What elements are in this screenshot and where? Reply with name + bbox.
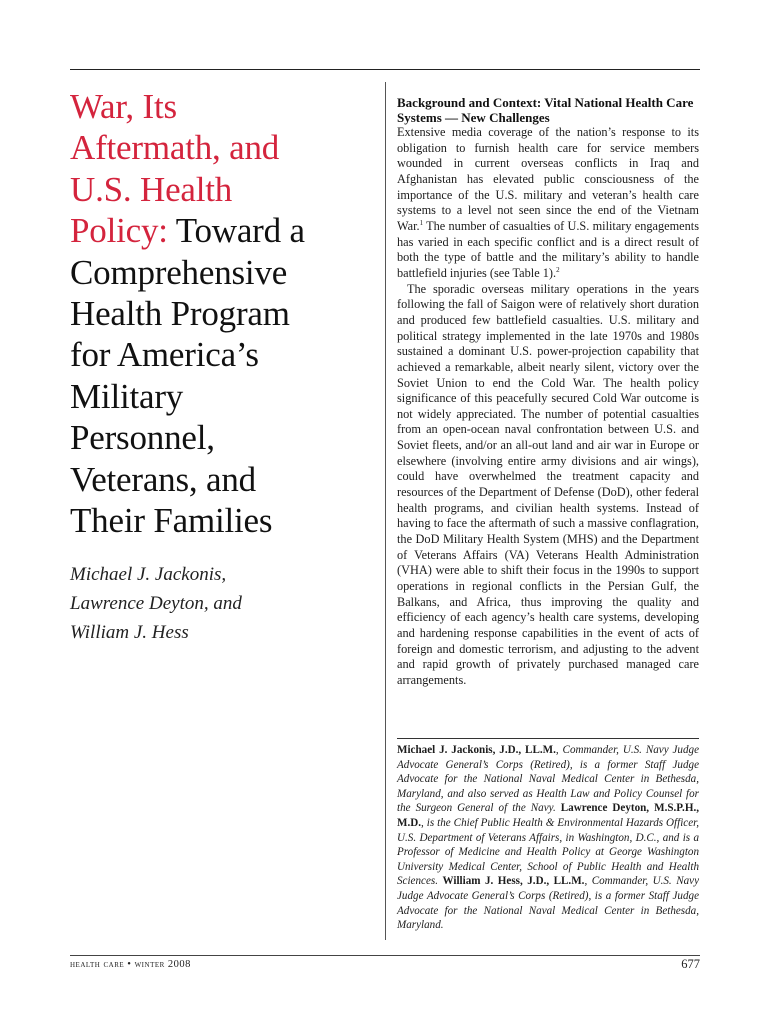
title-black-line: Personnel,: [70, 418, 215, 458]
author-name: Michael J. Jackonis,: [70, 564, 227, 585]
author-name: Lawrence Deyton, and: [70, 593, 242, 614]
bio-text: , Commander, U.S. Navy Judge Advocate General’s Corps (Retired), is a former Staff Judge Advocate for the National Naval Medical Center in Bethesda, Maryland, and also served as Health Law and Policy Counsel for the Surgeon General of the Navy.: [397, 744, 700, 815]
author-bios: [397, 743, 699, 933]
title-black-inline: Toward a: [175, 211, 305, 251]
paragraph-text: The number of casualties of U.S. military engagements has varied in each specific conflict and is a direct result of both the type of battle and the military’s ability to handle battlefield injuries (see Table 1).: [397, 218, 699, 280]
bio-name: William J. Hess, J.D., LL.M.: [442, 875, 585, 888]
article-title: [70, 86, 370, 541]
bio-text: , is the Chief Public Health & Environmental Hazards Officer, U.S. Department of Veterans Affairs, in Washington, D.C., and is a Professor of Medicine and Health Policy at George Washington University Medical Center, School of Public Health and Health Sciences.: [397, 816, 699, 888]
paragraph-text: Extensive media coverage of the nation’s response to its obligation to furnish health care for service members wounded in current overseas conflicts in Iraq and Afghanistan has elevated public consciousness of the importance of the U.S. military and veteran’s health care systems to a level not seen since the end of the Vietnam War.: [397, 125, 699, 233]
column-divider: [385, 82, 386, 940]
title-red-line: Policy:: [70, 211, 168, 251]
top-rule: [70, 69, 700, 70]
title-black-line: Comprehensive: [70, 252, 288, 292]
title-red-line: Aftermath, and: [70, 128, 280, 168]
bio-name: Michael J. Jackonis, J.D., LL.M.: [397, 744, 556, 756]
author-name: William J. Hess: [70, 622, 189, 643]
title-red-line: U.S. Health: [70, 169, 233, 209]
title-black-line: Veterans, and: [70, 459, 256, 499]
title-red-line: War, Its: [70, 87, 177, 126]
footnote-ref[interactable]: 1: [419, 218, 424, 227]
title-black-line: Military: [70, 376, 184, 416]
footer-rule: [70, 955, 700, 956]
footnote-ref[interactable]: 2: [556, 265, 560, 274]
bio-name: Lawrence Deyton, M.S.P.H., M.D.: [397, 802, 699, 829]
running-footer: health care • winter 2008: [70, 959, 191, 970]
page-number: 677: [681, 957, 700, 971]
bio-rule: [397, 738, 699, 739]
author-list: [70, 560, 370, 647]
title-black-line: Health Program: [70, 294, 290, 334]
bio-text: , Commander, U.S. Navy Judge Advocate General’s Corps (Retired), is a former Staff Judge Advocate for the National Naval Medical Center in Bethesda, Maryland.: [397, 875, 699, 932]
body-paragraph: [397, 125, 699, 282]
title-black-line: Their Families: [70, 501, 273, 541]
section-heading: Background and Context: Vital National Health Care Systems — New Challenges: [397, 95, 694, 125]
title-black-line: for America’s: [70, 335, 259, 375]
body-column: [397, 95, 699, 689]
body-paragraph: The sporadic overseas military operations in the years following the fall of Saigon were of relatively short duration and produced few battlefield casualties. U.S. military and political strategy implemented in the late 1970s and 1980s sustained a dominant U.S. power-projection capability that achieved a remarkable, albeit nearly silent, victory over the Soviet Union to end the Cold War. The health policy significance of this peacefully secured Cold War outcome is not widely appreciated. The number of potential casualties from an open-ocean naval confrontation between U.S. and Soviet fleets, and/or an all-out land and air war in Europe or elsewhere (involving entire army divisions and air wings), could have overwhelmed the treatment capacity and resources of the Department of Defense (DoD), other federal health programs, and civilian health systems. Instead of having to face the aftermath of such a massive conflagration, the DoD Military Health System (MHS) and the Department of Veterans Affairs (VA) Veterans Health Administration (VHA) were able to shift their focus in the 1990s to support operations in regional conflicts in the Persian Gulf, the Balkans, and Africa, thus improving the quality and efficiency of each agency’s health care systems, developing and hardening response capabilities in the event of acts of foreign and domestic terrorism, and adjusting to the advent and rapid growth of privately purchased managed care arrangements.: [397, 281, 699, 687]
